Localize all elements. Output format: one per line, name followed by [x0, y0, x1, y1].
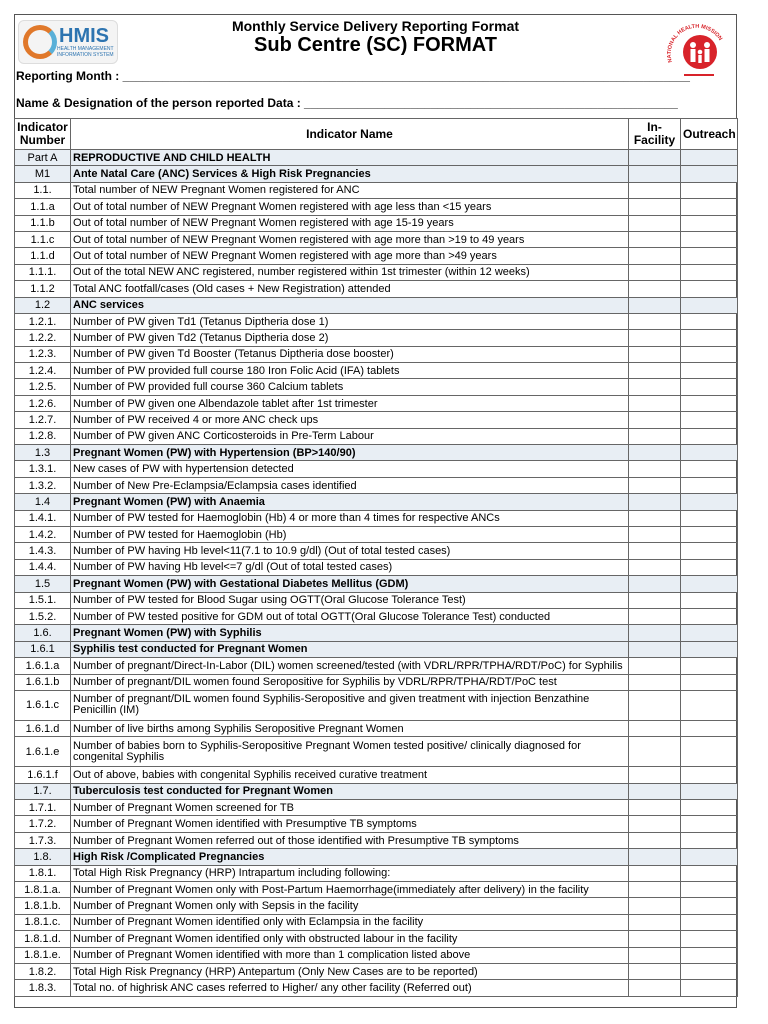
indicator-number-cell: 1.2.8.: [15, 428, 71, 444]
indicator-name-cell: Number of Pregnant Women screened for TB: [71, 800, 629, 816]
outreach-input[interactable]: [681, 248, 738, 264]
table-row: [15, 882, 738, 898]
in-facility-input[interactable]: [629, 248, 681, 264]
table-row: [15, 428, 738, 444]
outreach-input[interactable]: [681, 199, 738, 215]
hmis-logo-subtext: HEALTH MANAGEMENT INFORMATION SYSTEM: [57, 46, 114, 58]
indicator-number-cell: 1.6.: [15, 625, 71, 641]
table-row: [15, 898, 738, 914]
in-facility-input[interactable]: [629, 592, 681, 608]
indicator-number-cell: 1.8.: [15, 849, 71, 865]
indicator-number-cell: 1.2.2.: [15, 330, 71, 346]
indicator-name-cell: Number of PW tested for Haemoglobin (Hb) 4 or more than 4 times for respective ANCs: [71, 510, 629, 526]
indicator-name-cell: Pregnant Women (PW) with Gestational Diabetes Mellitus (GDM): [71, 576, 629, 592]
outreach-cell: [681, 166, 738, 182]
table-row: [15, 832, 738, 848]
indicator-number-cell: 1.4.3.: [15, 543, 71, 559]
in-facility-input[interactable]: [629, 914, 681, 930]
in-facility-cell: [629, 494, 681, 510]
indicator-number-cell: 1.7.1.: [15, 800, 71, 816]
indicator-number-cell: 1.2.4.: [15, 363, 71, 379]
hmis-logo-text: HMIS: [59, 25, 109, 47]
indicator-number-cell: 1.5.2.: [15, 608, 71, 624]
indicator-name-cell: Number of live births among Syphilis Seropositive Pregnant Women: [71, 720, 629, 736]
indicator-number-cell: 1.6.1.d: [15, 720, 71, 736]
indicator-number-cell: 1.1.c: [15, 231, 71, 247]
indicator-name-cell: Number of PW having Hb level<11(7.1 to 10.9 g/dl) (Out of total tested cases): [71, 543, 629, 559]
indicator-name-cell: Number of pregnant/Direct-In-Labor (DIL) women screened/tested (with VDRL/RPR/TPHA/RDT/PoC) for Syphilis: [71, 658, 629, 674]
reporting-month-line: Reporting Month : _____________________________________________________________________________________: [16, 69, 690, 83]
indicator-number-cell: 1.8.1.e.: [15, 947, 71, 963]
outreach-input[interactable]: [681, 800, 738, 816]
indicator-number-cell: 1.3: [15, 445, 71, 461]
indicator-number-cell: 1.8.1.b.: [15, 898, 71, 914]
table-row: [15, 980, 738, 996]
table-row: [15, 947, 738, 963]
indicator-number-cell: 1.1.b: [15, 215, 71, 231]
in-facility-input[interactable]: [629, 947, 681, 963]
in-facility-input[interactable]: [629, 963, 681, 979]
indicator-name-cell: Number of PW provided full course 180 Iron Folic Acid (IFA) tablets: [71, 363, 629, 379]
outreach-input[interactable]: [681, 281, 738, 297]
outreach-input[interactable]: [681, 690, 738, 720]
in-facility-input[interactable]: [629, 281, 681, 297]
outreach-input[interactable]: [681, 767, 738, 783]
indicator-name-cell: Number of Pregnant Women identified only with obstructed labour in the facility: [71, 931, 629, 947]
table-row: [15, 313, 738, 329]
indicator-table: [14, 118, 738, 997]
outreach-input[interactable]: [681, 947, 738, 963]
outreach-cell: [681, 297, 738, 313]
outreach-input[interactable]: [681, 865, 738, 881]
indicator-number-cell: 1.4.4.: [15, 559, 71, 575]
indicator-name-cell: Out of total number of NEW Pregnant Women registered with age less than <15 years: [71, 199, 629, 215]
indicator-number-cell: 1.1.: [15, 182, 71, 198]
indicator-number-cell: 1.6.1.a: [15, 658, 71, 674]
indicator-number-cell: 1.2.5.: [15, 379, 71, 395]
in-facility-input[interactable]: [629, 898, 681, 914]
table-row: [15, 199, 738, 215]
indicator-number-cell: M1: [15, 166, 71, 182]
table-row: [15, 543, 738, 559]
outreach-input[interactable]: [681, 363, 738, 379]
indicator-name-cell: Ante Natal Care (ANC) Services & High Risk Pregnancies: [71, 166, 629, 182]
in-facility-cell: [629, 150, 681, 166]
indicator-number-cell: 1.8.3.: [15, 980, 71, 996]
table-row: [15, 395, 738, 411]
indicator-name-cell: REPRODUCTIVE AND CHILD HEALTH: [71, 150, 629, 166]
outreach-input[interactable]: [681, 461, 738, 477]
section-row: [15, 150, 738, 166]
outreach-input[interactable]: [681, 816, 738, 832]
outreach-cell: [681, 641, 738, 657]
table-row: [15, 767, 738, 783]
indicator-name-cell: Number of PW tested for Blood Sugar using OGTT(Oral Glucose Tolerance Test): [71, 592, 629, 608]
outreach-input[interactable]: [681, 720, 738, 736]
table-row: [15, 816, 738, 832]
in-facility-input[interactable]: [629, 182, 681, 198]
indicator-number-cell: 1.1.1.: [15, 264, 71, 280]
indicator-number-cell: 1.8.1.c.: [15, 914, 71, 930]
in-facility-input[interactable]: [629, 395, 681, 411]
indicator-name-cell: Out of total number of NEW Pregnant Women registered with age 15-19 years: [71, 215, 629, 231]
indicator-number-cell: Part A: [15, 150, 71, 166]
in-facility-input[interactable]: [629, 264, 681, 280]
indicator-name-cell: Number of Pregnant Women referred out of those identified with Presumptive TB symptoms: [71, 832, 629, 848]
in-facility-input[interactable]: [629, 412, 681, 428]
in-facility-input[interactable]: [629, 865, 681, 881]
indicator-name-cell: Number of PW tested positive for GDM out of total OGTT(Oral Glucose Tolerance Test) conducted: [71, 608, 629, 624]
in-facility-cell: [629, 166, 681, 182]
table-row: [15, 608, 738, 624]
table-row: [15, 559, 738, 575]
indicator-name-cell: Total number of NEW Pregnant Women registered for ANC: [71, 182, 629, 198]
indicator-number-cell: 1.2.7.: [15, 412, 71, 428]
indicator-name-cell: Number of Pregnant Women only with Post-Partum Haemorrhage(immediately after delivery) in the facility: [71, 882, 629, 898]
indicator-name-cell: High Risk /Complicated Pregnancies: [71, 849, 629, 865]
table-row: [15, 690, 738, 720]
section-row: [15, 445, 738, 461]
section-row: [15, 783, 738, 799]
outreach-input[interactable]: [681, 428, 738, 444]
indicator-name-cell: Number of PW given ANC Corticosteroids in Pre-Term Labour: [71, 428, 629, 444]
indicator-number-cell: 1.1.2: [15, 281, 71, 297]
col-header-indicator-name: Indicator Name: [71, 119, 629, 150]
nhm-logo-text: NATIONAL HEALTH MISSION: [666, 23, 724, 64]
outreach-input[interactable]: [681, 231, 738, 247]
table-row: [15, 931, 738, 947]
indicator-number-cell: 1.3.2.: [15, 477, 71, 493]
indicator-name-cell: Out of total number of NEW Pregnant Women registered with age more than >49 years: [71, 248, 629, 264]
in-facility-input[interactable]: [629, 543, 681, 559]
in-facility-input[interactable]: [629, 737, 681, 767]
outreach-input[interactable]: [681, 543, 738, 559]
indicator-name-cell: Total ANC footfall/cases (Old cases + New Registration) attended: [71, 281, 629, 297]
outreach-input[interactable]: [681, 931, 738, 947]
report-subtitle: Sub Centre (SC) FORMAT: [254, 34, 497, 56]
section-row: [15, 494, 738, 510]
outreach-input[interactable]: [681, 832, 738, 848]
indicator-number-cell: 1.8.1.d.: [15, 931, 71, 947]
indicator-number-cell: 1.8.1.: [15, 865, 71, 881]
outreach-input[interactable]: [681, 330, 738, 346]
in-facility-input[interactable]: [629, 816, 681, 832]
outreach-cell: [681, 849, 738, 865]
outreach-cell: [681, 576, 738, 592]
outreach-input[interactable]: [681, 526, 738, 542]
indicator-number-cell: 1.2.3.: [15, 346, 71, 362]
table-row: [15, 231, 738, 247]
outreach-input[interactable]: [681, 963, 738, 979]
outreach-cell: [681, 625, 738, 641]
table-row: [15, 248, 738, 264]
indicator-name-cell: Pregnant Women (PW) with Syphilis: [71, 625, 629, 641]
outreach-input[interactable]: [681, 264, 738, 280]
indicator-name-cell: Number of PW provided full course 360 Calcium tablets: [71, 379, 629, 395]
indicator-name-cell: Number of Pregnant Women identified with more than 1 complication listed above: [71, 947, 629, 963]
table-row: [15, 215, 738, 231]
outreach-cell: [681, 783, 738, 799]
outreach-input[interactable]: [681, 412, 738, 428]
outreach-input[interactable]: [681, 592, 738, 608]
table-row: [15, 330, 738, 346]
indicator-name-cell: Number of Pregnant Women only with Sepsis in the facility: [71, 898, 629, 914]
in-facility-input[interactable]: [629, 199, 681, 215]
table-row: [15, 963, 738, 979]
in-facility-input[interactable]: [629, 428, 681, 444]
indicator-number-cell: 1.7.3.: [15, 832, 71, 848]
outreach-input[interactable]: [681, 737, 738, 767]
indicator-name-cell: Number of Pregnant Women identified only with Eclampsia in the facility: [71, 914, 629, 930]
indicator-number-cell: 1.8.2.: [15, 963, 71, 979]
outreach-input[interactable]: [681, 510, 738, 526]
table-row: [15, 720, 738, 736]
section-row: [15, 849, 738, 865]
in-facility-input[interactable]: [629, 215, 681, 231]
indicator-number-cell: 1.6.1.b: [15, 674, 71, 690]
outreach-input[interactable]: [681, 215, 738, 231]
indicator-name-cell: Syphilis test conducted for Pregnant Women: [71, 641, 629, 657]
table-row: [15, 477, 738, 493]
section-row: [15, 641, 738, 657]
name-designation-line: Name & Designation of the person reported Data : ________________________________________________________: [16, 96, 678, 110]
indicator-number-cell: 1.5: [15, 576, 71, 592]
outreach-input[interactable]: [681, 559, 738, 575]
indicator-number-cell: 1.5.1.: [15, 592, 71, 608]
indicator-name-cell: Number of PW given one Albendazole tablet after 1st trimester: [71, 395, 629, 411]
in-facility-input[interactable]: [629, 980, 681, 996]
indicator-name-cell: Number of Pregnant Women identified with Presumptive TB symptoms: [71, 816, 629, 832]
indicator-rows: [15, 150, 738, 997]
indicator-name-cell: Number of PW given Td2 (Tetanus Diptheria dose 2): [71, 330, 629, 346]
table-row: [15, 379, 738, 395]
indicator-number-cell: 1.2: [15, 297, 71, 313]
in-facility-input[interactable]: [629, 379, 681, 395]
section-row: [15, 297, 738, 313]
indicator-name-cell: Number of PW having Hb level<=7 g/dl (Out of total tested cases): [71, 559, 629, 575]
table-row: [15, 346, 738, 362]
table-row: [15, 800, 738, 816]
indicator-number-cell: 1.6.1.c: [15, 690, 71, 720]
indicator-name-cell: Number of babies born to Syphilis-Seropositive Pregnant Women tested positive/ clinically diagnosed for congenital Syphilis: [71, 737, 629, 767]
outreach-input[interactable]: [681, 379, 738, 395]
table-row: [15, 737, 738, 767]
col-header-indicator-number: Indicator Number: [15, 119, 71, 150]
table-row: [15, 264, 738, 280]
table-row: [15, 592, 738, 608]
outreach-input[interactable]: [681, 914, 738, 930]
outreach-input[interactable]: [681, 980, 738, 996]
indicator-number-cell: 1.4.1.: [15, 510, 71, 526]
in-facility-cell: [629, 783, 681, 799]
outreach-input[interactable]: [681, 182, 738, 198]
table-row: [15, 674, 738, 690]
table-row: [15, 281, 738, 297]
in-facility-input[interactable]: [629, 526, 681, 542]
section-row: [15, 576, 738, 592]
outreach-input[interactable]: [681, 882, 738, 898]
indicator-name-cell: Number of PW received 4 or more ANC check ups: [71, 412, 629, 428]
in-facility-input[interactable]: [629, 510, 681, 526]
outreach-input[interactable]: [681, 313, 738, 329]
indicator-name-cell: Pregnant Women (PW) with Anaemia: [71, 494, 629, 510]
in-facility-input[interactable]: [629, 720, 681, 736]
outreach-input[interactable]: [681, 608, 738, 624]
report-header: [14, 14, 737, 118]
report-title: Monthly Service Delivery Reporting Format: [231, 18, 520, 34]
indicator-name-cell: Out of total number of NEW Pregnant Women registered with age more than >19 to 49 years: [71, 231, 629, 247]
in-facility-cell: [629, 576, 681, 592]
in-facility-input[interactable]: [629, 330, 681, 346]
indicator-number-cell: 1.8.1.a.: [15, 882, 71, 898]
in-facility-input[interactable]: [629, 559, 681, 575]
in-facility-input[interactable]: [629, 231, 681, 247]
section-row: [15, 625, 738, 641]
in-facility-input[interactable]: [629, 690, 681, 720]
outreach-input[interactable]: [681, 477, 738, 493]
indicator-name-cell: New cases of PW with hypertension detected: [71, 461, 629, 477]
indicator-number-cell: 1.7.2.: [15, 816, 71, 832]
in-facility-input[interactable]: [629, 346, 681, 362]
in-facility-input[interactable]: [629, 363, 681, 379]
outreach-cell: [681, 150, 738, 166]
indicator-name-cell: Total High Risk Pregnancy (HRP) Antepartum (Only New Cases are to be reported): [71, 963, 629, 979]
table-row: [15, 526, 738, 542]
in-facility-input[interactable]: [629, 658, 681, 674]
outreach-input[interactable]: [681, 658, 738, 674]
indicator-number-cell: 1.7.: [15, 783, 71, 799]
in-facility-cell: [629, 297, 681, 313]
outreach-input[interactable]: [681, 898, 738, 914]
outreach-input[interactable]: [681, 395, 738, 411]
indicator-name-cell: Number of PW tested for Haemoglobin (Hb): [71, 526, 629, 542]
in-facility-input[interactable]: [629, 882, 681, 898]
indicator-name-cell: Number of pregnant/DIL women found Syphilis-Seropositive and given treatment with injection Benzathine Penicillin (IM): [71, 690, 629, 720]
in-facility-input[interactable]: [629, 477, 681, 493]
table-row: [15, 510, 738, 526]
table-row: [15, 461, 738, 477]
in-facility-input[interactable]: [629, 800, 681, 816]
indicator-name-cell: Tuberculosis test conducted for Pregnant Women: [71, 783, 629, 799]
indicator-number-cell: 1.2.6.: [15, 395, 71, 411]
indicator-name-cell: Number of PW given Td Booster (Tetanus Diptheria dose booster): [71, 346, 629, 362]
indicator-name-cell: Total no. of highrisk ANC cases referred to Higher/ any other facility (Referred out): [71, 980, 629, 996]
section-row: [15, 166, 738, 182]
table-row: [15, 658, 738, 674]
table-row: [15, 363, 738, 379]
in-facility-input[interactable]: [629, 767, 681, 783]
indicator-number-cell: 1.4: [15, 494, 71, 510]
in-facility-input[interactable]: [629, 832, 681, 848]
in-facility-cell: [629, 641, 681, 657]
indicator-name-cell: Number of New Pre-Eclampsia/Eclampsia cases identified: [71, 477, 629, 493]
outreach-cell: [681, 445, 738, 461]
outreach-input[interactable]: [681, 674, 738, 690]
table-row: [15, 182, 738, 198]
outreach-input[interactable]: [681, 346, 738, 362]
col-header-outreach: Outreach: [681, 119, 738, 150]
indicator-number-cell: 1.6.1.f: [15, 767, 71, 783]
outreach-cell: [681, 494, 738, 510]
indicator-number-cell: 1.4.2.: [15, 526, 71, 542]
indicator-number-cell: 1.3.1.: [15, 461, 71, 477]
indicator-number-cell: 1.1.d: [15, 248, 71, 264]
in-facility-input[interactable]: [629, 608, 681, 624]
table-row: [15, 914, 738, 930]
indicator-number-cell: 1.6.1.e: [15, 737, 71, 767]
col-header-in-facility: In-Facility: [629, 119, 681, 150]
in-facility-input[interactable]: [629, 931, 681, 947]
in-facility-cell: [629, 625, 681, 641]
table-row: [15, 412, 738, 428]
indicator-name-cell: Total High Risk Pregnancy (HRP) Intrapartum including following:: [71, 865, 629, 881]
indicator-name-cell: Pregnant Women (PW) with Hypertension (BP>140/90): [71, 445, 629, 461]
table-row: [15, 865, 738, 881]
in-facility-input[interactable]: [629, 313, 681, 329]
in-facility-cell: [629, 849, 681, 865]
indicator-number-cell: 1.2.1.: [15, 313, 71, 329]
in-facility-cell: [629, 445, 681, 461]
in-facility-input[interactable]: [629, 461, 681, 477]
indicator-name-cell: Out of the total NEW ANC registered, number registered within 1st trimester (within 12 weeks): [71, 264, 629, 280]
indicator-number-cell: 1.1.a: [15, 199, 71, 215]
indicator-name-cell: ANC services: [71, 297, 629, 313]
indicator-name-cell: Number of pregnant/DIL women found Seropositive for Syphilis by VDRL/RPR/TPHA/RDT/PoC test: [71, 674, 629, 690]
indicator-number-cell: 1.6.1: [15, 641, 71, 657]
indicator-name-cell: Out of above, babies with congenital Syphilis received curative treatment: [71, 767, 629, 783]
in-facility-input[interactable]: [629, 674, 681, 690]
indicator-name-cell: Number of PW given Td1 (Tetanus Diptheria dose 1): [71, 313, 629, 329]
